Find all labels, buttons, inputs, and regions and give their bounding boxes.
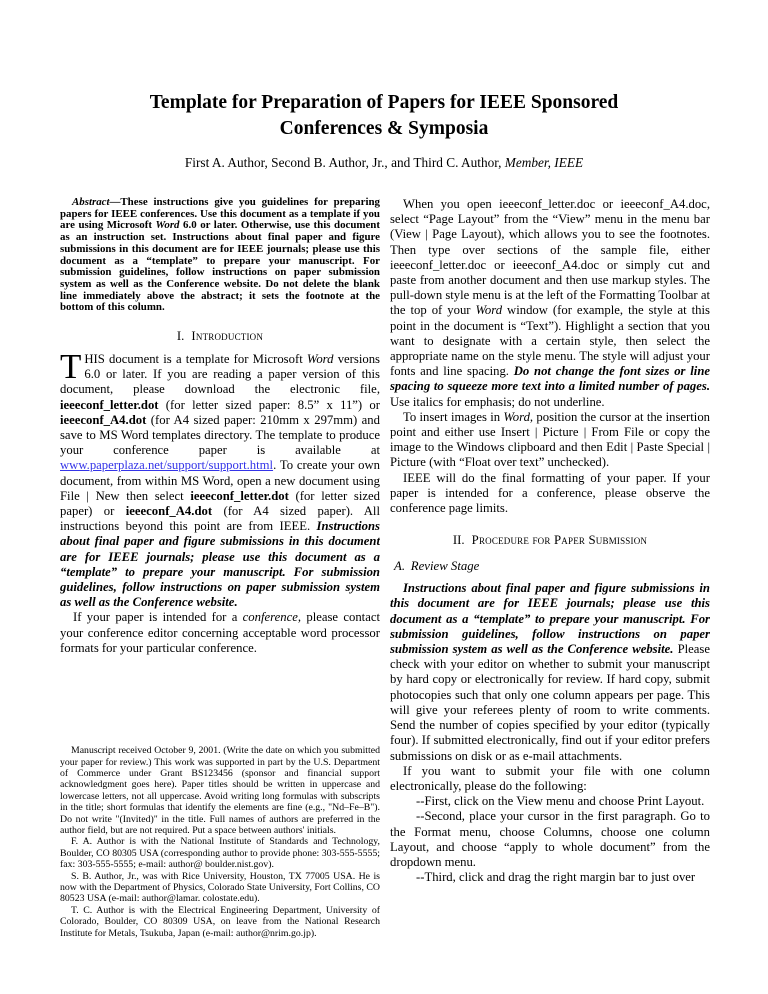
footnote-paragraph-manuscript: Manuscript received October 9, 2001. (Write the date on which you submitted your paper for review.) This work was supported in part by the U.S. Department of Commerce under Grant BS123456 (sponsor and financial support acknowledgment goes here). Paper titles should be written in uppercase and lowercase letters, not all uppercase. Avoid writing long formulas with subscripts in the title; short formulas that identify the elements are fine (e.g., "Nd–Fe–B"). Do not write "(Invited)" in the title. Full names of authors are preferred in the author field, but are not required. Put a space between authors' initials. — [60, 745, 380, 836]
drop-cap: T — [60, 347, 82, 387]
left-column — [60, 197, 380, 939]
section-2-heading — [390, 533, 710, 548]
section-1-heading — [60, 329, 380, 344]
subsection-a-number: A. — [394, 559, 406, 574]
step-second-paragraph: --Second, place your cursor in the first paragraph. Go to the Format menu, choose Columns, choose one column Layout, and choose “apply to whole document” from the dropdown menu. — [390, 809, 710, 869]
body-paragraph-styles: When you open ieeeconf_letter.doc or ieeeconf_A4.doc, select “Page Layout” from the “View” menu in the menu bar (View | Page Layout), which allows you to see the footnotes. Then type over sections of the sample file, either ieeeconf_letter.doc or ieeeconf_A4.doc or simply cut and paste from another document and then use markup styles. The pull-down style menu is at the left of the Formatting Toolbar at the top of your Word window (for example, the style at this point in the document is “Text”). Highlight a section that you want to designate with a certain style, then select the appropriate name on the style menu. The style will adjust your fonts and line spacing. Do not change the font sizes or line spacing to squeeze more text into a limited number of pages. Use italics for emphasis; do not underline. — [390, 197, 710, 409]
abstract-paragraph: Abstract—These instructions give you guidelines for preparing papers for IEEE conferences. Use this document as a template if you are using Microsoft Word 6.0 or later. Otherwise, use this document as an instruction set. Instructions about final paper and figure submissions in this document are for IEEE journals; please use this document as a “template” to prepare your manuscript. For submission guidelines, follow instructions on paper submission system as well as the Conference website. Do not delete the blank line immediately above the abstract; it sets the footnote at the bottom of this column. — [60, 197, 380, 314]
section-1-number: I. — [176, 329, 185, 344]
body-paragraph-formatting: IEEE will do the final formatting of your paper. If your paper is intended for a conference, please observe the conference page limits. — [390, 470, 710, 516]
one-column-paragraph: If you want to submit your file with one column electronically, please do the following: — [390, 763, 710, 793]
body-paragraph-images: To insert images in Word, position the cursor at the insertion point and either use Insert | Picture | From File or copy the image to the Windows clipboard and then Edit | Paste Special | Picture (with “Float over text” unchecked). — [390, 409, 710, 470]
footnote-block — [60, 745, 380, 939]
section-2-title: Procedure for Paper Submission — [471, 533, 648, 548]
step-third-paragraph: --Third, click and drag the right margin bar to just over — [416, 870, 696, 885]
footnote-paragraph-author-fa: F. A. Author is with the National Institute of Standards and Technology, Boulder, CO 80305 USA (corresponding author to provide phone: 303-555-5555; fax: 303-555-5555; e-mail: author@ boulder.nist.gov). — [60, 836, 380, 871]
paper-title-line-2: Conferences & Symposia — [279, 118, 489, 139]
paper-title — [0, 0, 768, 142]
subsection-a-heading — [394, 559, 710, 574]
footnote-paragraph-author-tc: T. C. Author is with the Electrical Engineering Department, University of Colorado, Boulder, CO 80309 USA, on leave from the National Research Institute for Metals, Tsukuba, Japan (e-mail: author@nrim.go.jp). — [60, 904, 380, 939]
intro-paragraph-1: THIS document is a template for Microsoft Word versions 6.0 or later. If you are reading a paper version of this document, please download the electronic file, ieeeconf_letter.dot (for letter sized paper: 8.5” x 11”) or ieeeconf_A4.dot (for A4 sized paper: 210mm x 297mm) and save to MS Word templates directory. The template to produce your conference paper is available at www.paperplaza.net/support/support.html. To create your own document, from within MS Word, open a new document using File | New then select ieeeconf_letter.dot (for letter sized paper) or ieeeconf_A4.dot (for A4 sized paper). All instructions beyond this point are from IEEE. Instructions about final paper and figure submissions in this document are for IEEE journals; please use this document as a “template” to prepare your manuscript. For submission guidelines, follow instructions on paper submission system as well as the Conference website. — [60, 347, 380, 610]
footnote-paragraph-author-sb: S. B. Author, Jr., was with Rice University, Houston, TX 77005 USA. He is now with the Department of Physics, Colorado State University, Fort Collins, CO 80523 USA (e-mail: author@lamar. colostate.edu). — [60, 870, 380, 905]
right-column — [390, 197, 710, 939]
support-hyperlink[interactable]: www.paperplaza.net/support/support.html — [60, 458, 274, 473]
review-stage-paragraph: Instructions about final paper and figure submissions in this document are for IEEE journals; please use this document as a “template” to prepare your manuscript. For submission guidelines, follow instructions on paper submission system as well as the Conference website. Please check with your editor on whether to submit your manuscript by hard copy or electronically for review. If hard copy, submit photocopies such that only one column appears per page. This will give your referees plenty of room to write comments. Send the number of copies specified by your editor (typically four). If submitted electronically, find out if your editor prefers submissions on disk or as e-mail attachments. — [390, 581, 710, 763]
two-column-body — [0, 197, 768, 939]
subsection-a-title: Review Stage — [410, 559, 480, 574]
author-names: First A. Author, Second B. Author, Jr., and Third C. Author, — [184, 155, 505, 170]
author-line — [0, 155, 768, 171]
author-membership: Member, IEEE — [504, 155, 584, 170]
section-1-title: Introduction — [191, 329, 264, 344]
intro-paragraph-2: If your paper is intended for a conference, please contact your conference editor concerning acceptable word processor formats for your particular conference. — [60, 610, 380, 655]
section-2-number: II. — [452, 533, 465, 548]
paper-title-line-1: Template for Preparation of Papers for IEEE Sponsored — [149, 92, 619, 113]
step-first-paragraph: --First, click on the View menu and choose Print Layout. — [416, 794, 705, 809]
